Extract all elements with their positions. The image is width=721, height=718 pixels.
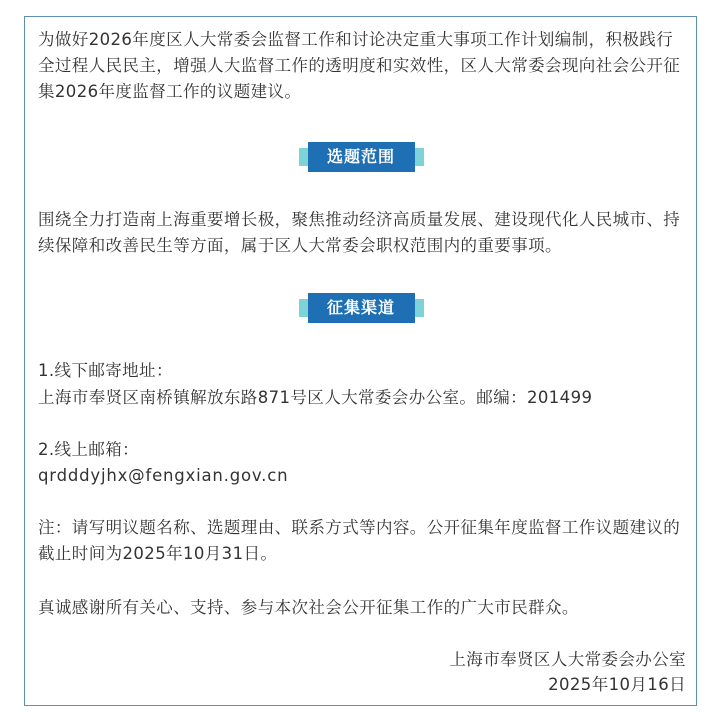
offline-label: 1.线下邮寄地址： [38, 361, 173, 380]
thanks-paragraph: 真诚感谢所有关心、支持、参与本次社会公开征集工作的广大市民群众。 [38, 598, 579, 617]
channels-heading-label: 征集渠道 [308, 293, 415, 323]
note-paragraph: 注：请写明议题名称、选题理由、联系方式等内容。公开征集年度监督工作议题建议的截止时间为2025年10月31日。 [38, 518, 681, 563]
online-label: 2.线上邮箱： [38, 440, 140, 459]
online-email[interactable]: qrdddyjhx@fengxian.gov.cn [38, 466, 289, 485]
scope-section-heading [25, 142, 696, 172]
scope-paragraph: 围绕全力打造南上海重要增长极，聚焦推动经济高质量发展、建设现代化人民城市、持续保障和改善民生等方面，属于区人大常委会职权范围内的重要事项。 [38, 210, 681, 255]
channels-section-heading [25, 293, 696, 323]
scope-heading-label: 选题范围 [308, 142, 415, 172]
intro-paragraph: 为做好2026年度区人大常委会监督工作和讨论决定重大事项工作计划编制，积极践行全过程人民民主，增强人大监督工作的透明度和实效性，区人大常委会现向社会公开征集2026年度监督工作的议题建议。 [38, 30, 681, 101]
offline-address: 上海市奉贤区南桥镇解放东路871号区人大常委会办公室。邮编：201499 [38, 388, 593, 407]
notice-frame [24, 16, 697, 706]
signature-org: 上海市奉贤区人大常委会办公室 [449, 650, 686, 669]
signature-date: 2025年10月16日 [548, 675, 686, 694]
